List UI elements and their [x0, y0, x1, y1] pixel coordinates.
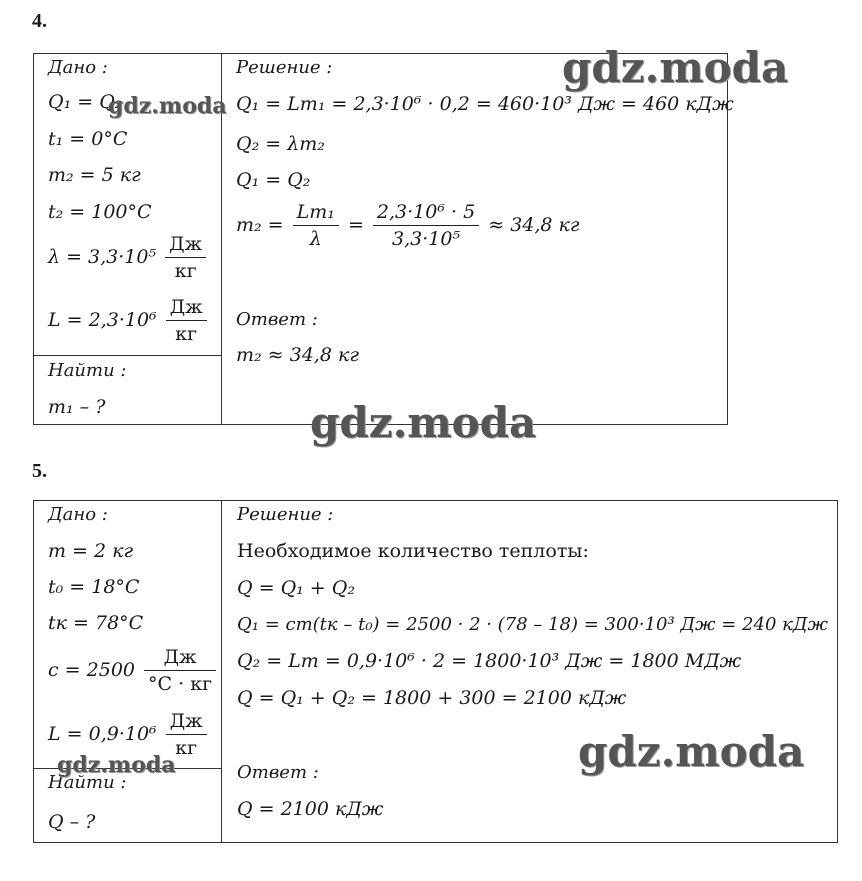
answer-value: Q = 2100 кДж: [237, 798, 384, 820]
given-q: Q₁ = Q₂: [48, 91, 123, 113]
given-tk: tк = 78°C: [48, 612, 144, 634]
solution-m2-label: m₂ =: [236, 213, 284, 236]
solution-line-2: Q₂ = λm₂: [236, 133, 325, 155]
given-L: [48, 297, 210, 345]
solution-line-4: Q₂ = Lm = 0,9·10⁶ · 2 = 1800·10³ Дж = 1800 МДж: [237, 650, 742, 672]
unit-denominator: кг: [174, 259, 197, 282]
solution-line-2: Q = Q₁ + Q₂: [237, 577, 355, 599]
given-label: Дано :: [48, 504, 108, 525]
answer-value: m₂ ≈ 34,8 кг: [236, 344, 359, 366]
unit-fraction: [166, 297, 207, 345]
given-label: Дано :: [48, 57, 108, 78]
find-value: Q – ?: [48, 811, 96, 833]
unit-numerator: Дж: [144, 647, 216, 671]
answer-label: Ответ :: [236, 309, 318, 330]
numeric-numerator: 2,3·10⁶ · 5: [373, 202, 479, 226]
formula-denominator: λ: [309, 227, 322, 250]
given-c: [48, 647, 219, 695]
given-m: m = 2 кг: [48, 540, 134, 562]
watermark: gdz.moda: [57, 752, 176, 778]
solution-line-5: Q = Q₁ + Q₂ = 1800 + 300 = 2100 кДж: [237, 687, 627, 709]
find-label: Найти :: [48, 360, 127, 381]
solution-result: ≈ 34,8 кг: [488, 213, 580, 236]
given-L-value: L = 0,9·10⁶: [48, 722, 157, 745]
problem-5-table: [33, 500, 838, 843]
unit-denominator: кг: [175, 322, 198, 345]
equals-sign: =: [347, 213, 364, 236]
problem-4-number: 4.: [32, 10, 47, 32]
find-label: Найти :: [48, 772, 127, 793]
watermark: gdz.moda: [562, 43, 789, 92]
watermark: gdz.moda: [310, 398, 537, 447]
given-lambda: [48, 234, 209, 282]
numeric-fraction: [373, 202, 479, 250]
solution-line-4: [236, 202, 580, 250]
given-t2: t₂ = 100°C: [48, 201, 152, 223]
watermark: gdz.moda: [108, 93, 227, 119]
solution-line-1: Необходимое количество теплоты:: [237, 540, 589, 562]
find-value: m₁ – ?: [48, 396, 106, 418]
answer-label: Ответ :: [237, 762, 319, 783]
unit-numerator: Дж: [165, 234, 206, 258]
given-t0: t₀ = 18°C: [48, 576, 140, 598]
solution-line-1: Q₁ = Lm₁ = 2,3·10⁶ · 0,2 = 460·10³ Дж = 460 кДж: [236, 93, 734, 115]
solution-label: Решение :: [236, 57, 333, 78]
solution-label: Решение :: [237, 504, 334, 525]
formula-fraction: [293, 202, 339, 250]
given-m2: m₂ = 5 кг: [48, 164, 141, 186]
watermark: gdz.moda: [578, 727, 805, 776]
given-lambda-value: λ = 3,3·10⁵: [48, 245, 157, 268]
formula-numerator: Lm₁: [293, 202, 339, 226]
unit-fraction: [165, 234, 206, 282]
unit-numerator: Дж: [166, 711, 207, 735]
unit-fraction: [144, 647, 216, 695]
solution-line-3: Q₁ = Q₂: [236, 169, 311, 191]
unit-denominator: °C · кг: [148, 672, 213, 695]
given-c-value: c = 2500: [48, 658, 135, 681]
unit-numerator: Дж: [166, 297, 207, 321]
given-t1: t₁ = 0°C: [48, 128, 128, 150]
solution-line-3: Q₁ = cm(tк – t₀) = 2500 · 2 · (78 – 18) = 300·10³ Дж = 240 кДж: [237, 614, 828, 635]
numeric-denominator: 3,3·10⁵: [392, 227, 461, 250]
problem-5-number: 5.: [32, 460, 47, 482]
unit-denominator: кг: [175, 736, 198, 759]
given-L-value: L = 2,3·10⁶: [48, 308, 157, 331]
